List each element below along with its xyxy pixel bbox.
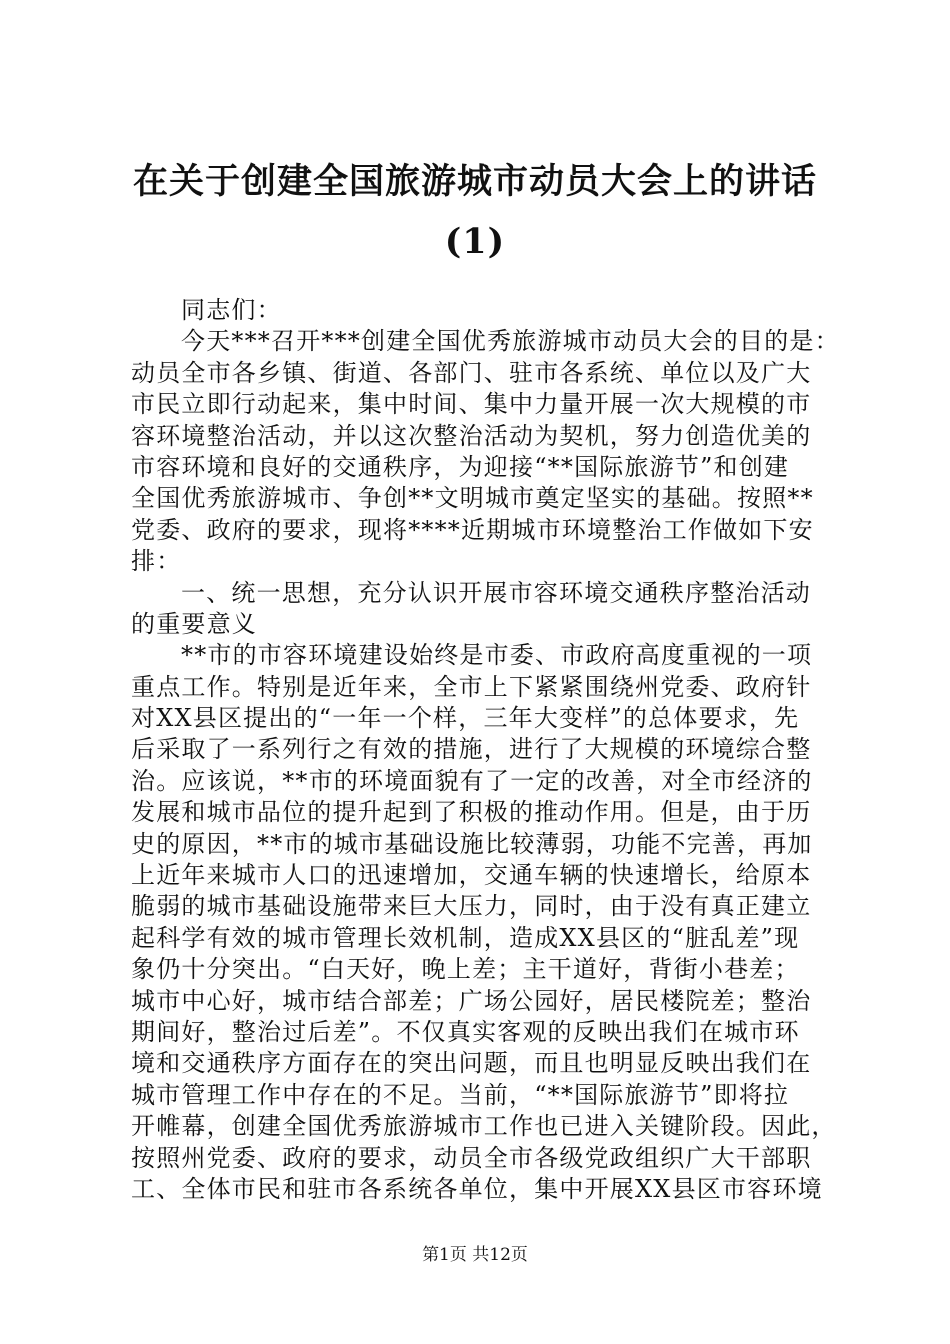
body-line: 史的原因，**市的城市基础设施比较薄弱，功能不完善，再加: [131, 829, 813, 858]
body-line: 全国优秀旅游城市、争创**文明城市奠定坚实的基础。按照**: [131, 484, 814, 513]
body-line: 起科学有效的城市管理长效机制，造成XX县区的“脏乱差”现: [131, 923, 800, 952]
body-line: 市民立即行动起来，集中时间、集中力量开展一次大规模的市: [131, 390, 812, 419]
body-line: 发展和城市品位的提升起到了积极的推动作用。但是，由于历: [131, 798, 812, 827]
body-line: 重点工作。特别是近年来，全市上下紧紧围绕州党委、政府针: [131, 672, 812, 701]
body-line: 开帷幕，创建全国优秀旅游城市工作也已进入关键阶段。因此，: [131, 1112, 837, 1141]
body-line: 按照州党委、政府的要求，动员全市各级党政组织广大干部职: [131, 1143, 812, 1172]
body-line: 城市管理工作中存在的不足。当前，“**国际旅游节”即将拉: [131, 1080, 790, 1109]
body-line: 容环境整治活动，并以这次整治活动为契机，努力创造优美的: [131, 421, 812, 450]
section-heading: 的重要意义: [131, 609, 257, 638]
document-body: [131, 295, 840, 1205]
body-line: 今天***召开***创建全国优秀旅游城市动员大会的目的是：: [181, 327, 840, 356]
body-line: 治。应该说，**市的环境面貌有了一定的改善，对全市经济的: [131, 766, 813, 795]
document-title: 在关于创建全国旅游城市动员大会上的讲话: [132, 161, 817, 202]
body-line: 上近年来城市人口的迅速增加，交通车辆的快速增长，给原本: [131, 861, 812, 890]
body-line: 期间好，整治过后差”。不仅真实客观的反映出我们在城市环: [131, 1017, 800, 1046]
body-line: 市容环境和良好的交通秩序，为迎接“**国际旅游节”和创建: [131, 452, 790, 481]
body-line: 象仍十分突出。“白天好，晚上差；主干道好，背街小巷差；: [131, 955, 800, 984]
body-line: 后采取了一系列行之有效的措施，进行了大规模的环境综合整: [131, 735, 812, 764]
body-line: 排：: [131, 547, 182, 576]
document-title-suffix: (1): [444, 221, 506, 262]
body-line: **市的市容环境建设始终是市委、市政府高度重视的一项: [181, 641, 813, 670]
page-footer: 第1页 共12页: [422, 1245, 528, 1265]
body-line: 对XX县区提出的“一年一个样，三年大变样”的总体要求，先: [131, 704, 800, 733]
body-line: 境和交通秩序方面存在的突出问题，而且也明显反映出我们在: [131, 1049, 812, 1078]
body-line: 动员全市各乡镇、街道、各部门、驻市各系统、单位以及广大: [131, 358, 812, 387]
body-line: 城市中心好，城市结合部差；广场公园好，居民楼院差；整治: [131, 986, 812, 1015]
section-heading: 一、统一思想，充分认识开展市容环境交通秩序整治活动: [181, 578, 811, 607]
body-line: 工、全体市民和驻市各系统各单位，集中开展XX县区市容环境: [131, 1174, 823, 1203]
salutation: 同志们：: [181, 296, 282, 324]
body-line: 脆弱的城市基础设施带来巨大压力，同时，由于没有真正建立: [131, 892, 812, 921]
body-line: 党委、政府的要求，现将****近期城市环境整治工作做如下安: [131, 515, 814, 544]
